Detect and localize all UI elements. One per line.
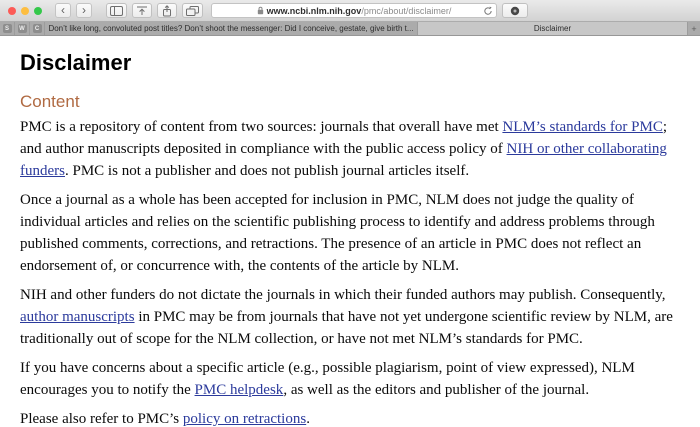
share-icon: [162, 5, 172, 17]
text-span: Once a journal as a whole has been accepted for inclusion in PMC, NLM does not judge the quality of individual articles and relies on the scientific publishing process to identify and address problems through published comments, corrections, and retractions. The presence of an article in PMC does not reflect an endorsement of, or concurrence with, the contents of the article by NLM.: [20, 192, 655, 274]
text-span: NIH and other funders do not dictate the journals in which their funded authors may publish. Consequently,: [20, 287, 666, 303]
reload-icon: [483, 6, 493, 16]
traffic-lights: [8, 7, 42, 15]
text-span: ; and author manuscripts deposited in compliance with the public access policy of: [20, 119, 667, 157]
link-pmc-helpdesk[interactable]: PMC helpdesk: [194, 382, 284, 398]
pinned-tab-s-icon: S: [3, 24, 12, 33]
paragraph: [20, 116, 684, 182]
lock-icon: [257, 6, 264, 15]
extension-icon: [510, 6, 520, 16]
tabs-icon: [186, 6, 199, 16]
text-span: . PMC is not a publisher and does not publish journal articles itself.: [65, 163, 470, 179]
pinned-tab-c-icon: C: [33, 24, 42, 33]
pinned-tab-w[interactable]: [15, 22, 30, 35]
pinned-tab-c[interactable]: [30, 22, 45, 35]
link-policy-retractions[interactable]: policy on retractions: [182, 411, 307, 427]
text-span: .: [306, 411, 310, 427]
zoom-window-button[interactable]: [34, 7, 42, 15]
new-tab-button[interactable]: [688, 22, 700, 35]
forward-button[interactable]: ›: [76, 3, 92, 18]
text-span: , as well as the editors and publisher of the journal.: [283, 382, 590, 398]
tab-overview-button[interactable]: [182, 3, 203, 18]
sidebar-icon: [110, 6, 123, 16]
sidebar-button[interactable]: [106, 3, 127, 18]
tab-bar: [0, 22, 700, 36]
paragraph: [20, 408, 684, 427]
pinned-tab-s[interactable]: [0, 22, 15, 35]
link-nih-funders[interactable]: NIH or other collaborating funders: [20, 141, 667, 179]
link-author-manuscripts[interactable]: author manuscripts: [20, 309, 135, 325]
url-domain: www.ncbi.nlm.nih.gov: [266, 5, 362, 16]
page-title: Disclaimer: [20, 50, 132, 75]
back-button[interactable]: ‹: [55, 3, 71, 18]
top-sites-icon: [136, 6, 148, 16]
text-span: in PMC may be from journals that have not yet undergone scientific review by NLM, are traditionally out of scope for the NLM collection, or have not met NLM’s standards for PMC.: [20, 309, 673, 347]
plus-icon: +: [691, 23, 697, 34]
top-sites-button[interactable]: [132, 3, 152, 18]
text-span: PMC is a repository of content from two sources: journals that overall have met: [20, 119, 503, 135]
text-span: If you have concerns about a specific article (e.g., possible plagiarism, point of view expressed), NLM encourages you to notify the: [20, 360, 635, 398]
url-path: /pmc/about/disclaimer/: [361, 5, 452, 16]
page-content: [0, 36, 700, 427]
link-nlm-standards[interactable]: NLM’s standards for PMC: [502, 119, 663, 135]
share-button[interactable]: [157, 3, 177, 18]
section-heading: Content: [20, 92, 80, 111]
tab-title: Don’t like long, convoluted post titles? Don’t shoot the messenger: Did I conceive, gestate, give birth t...: [48, 24, 414, 33]
extension-button[interactable]: [502, 3, 528, 18]
paragraph: [20, 189, 684, 277]
tab-active-disclaimer[interactable]: [418, 22, 688, 35]
paragraph: [20, 357, 684, 401]
pinned-tab-w-icon: W: [19, 25, 25, 32]
tab-title: Disclaimer: [533, 24, 572, 33]
paragraph: [20, 284, 684, 350]
browser-toolbar: [0, 0, 700, 22]
address-bar[interactable]: [211, 3, 497, 18]
tab-inactive[interactable]: [45, 22, 418, 35]
reload-button[interactable]: [483, 6, 493, 18]
text-span: Please also refer to PMC’s: [20, 411, 183, 427]
close-window-button[interactable]: [8, 7, 16, 15]
minimize-window-button[interactable]: [21, 7, 29, 15]
